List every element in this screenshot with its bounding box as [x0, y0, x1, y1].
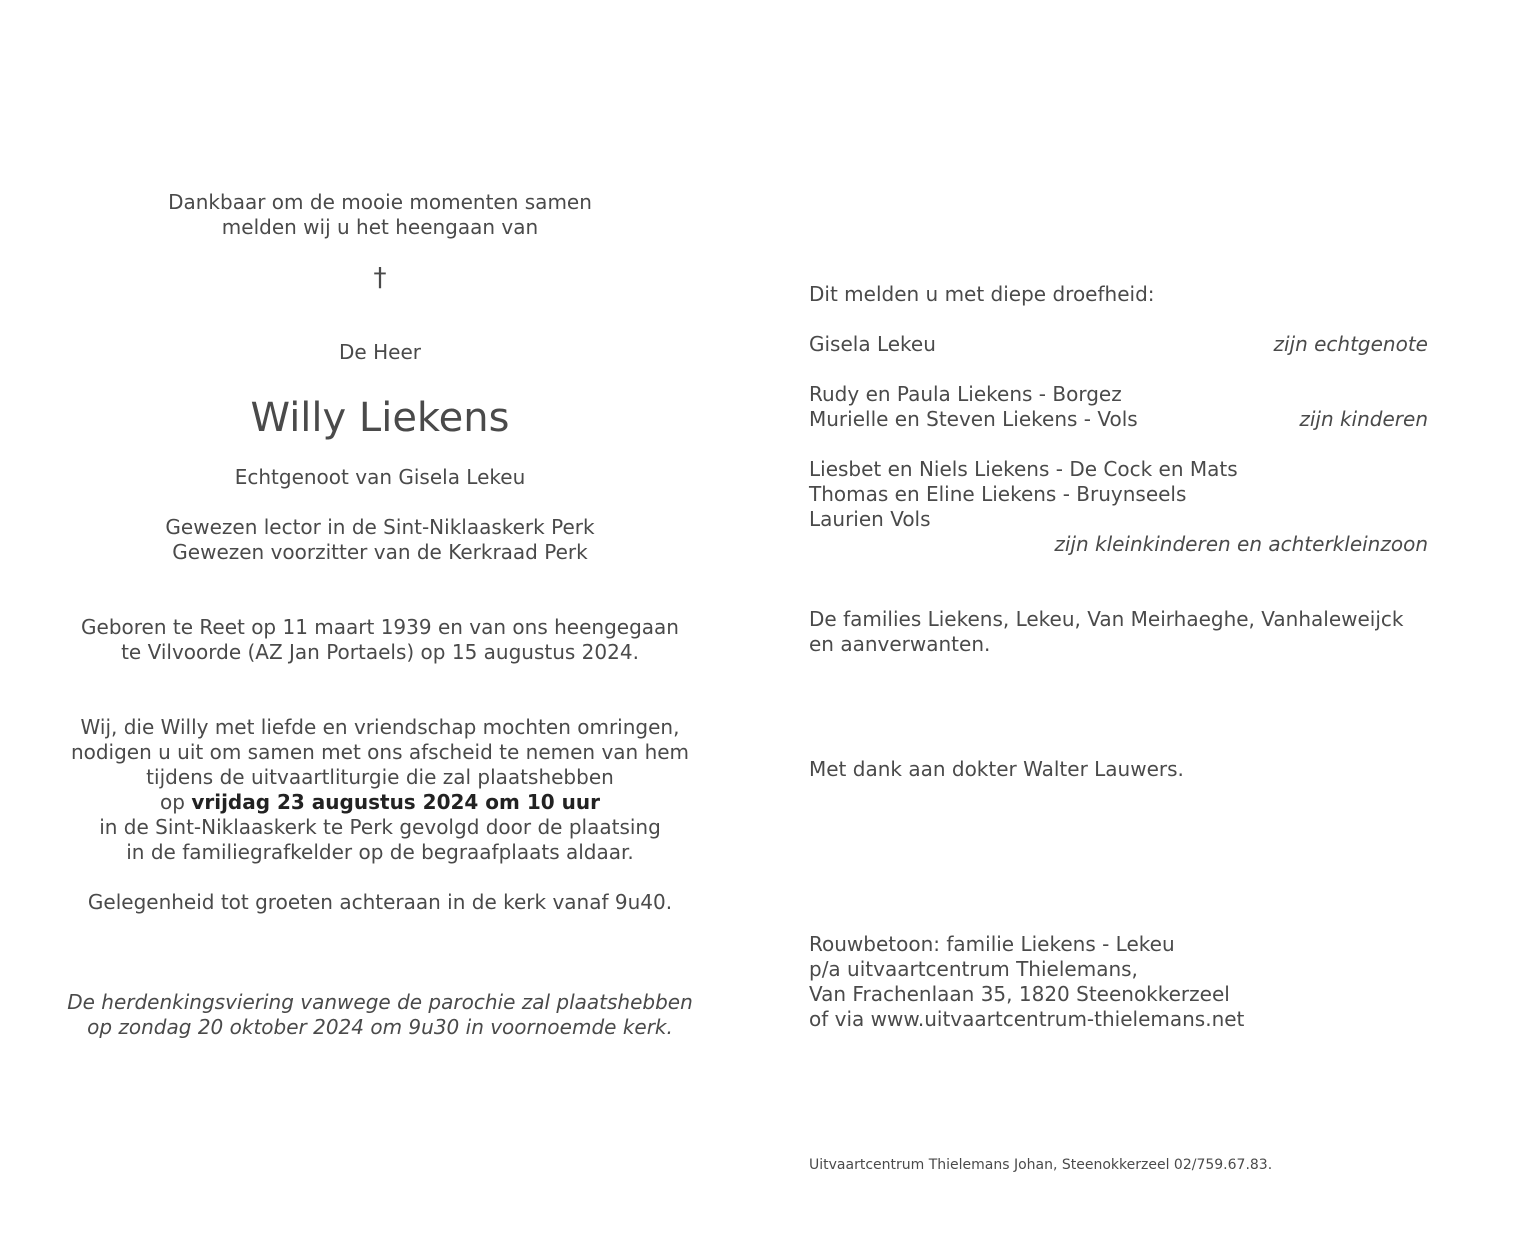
greeting-line: Gelegenheid tot groeten achteraan in de kerk vanaf 9u40. [87, 890, 673, 914]
announcement-heading: Dit melden u met diepe droefheid: [809, 282, 1155, 306]
children-label: zijn kinderen [1299, 407, 1428, 431]
invitation-line-1: Wij, die Willy met liefde en vriendschap mochten omringen, [80, 715, 680, 739]
spouse-name: Gisela Lekeu [809, 332, 936, 356]
cross-icon: † [373, 263, 387, 293]
intro-line-1: Dankbaar om de mooie momenten samen [168, 190, 592, 214]
invitation-line-2: nodigen u uit om samen met ons afscheid te nemen van hem [70, 740, 690, 764]
spouse-line: Echtgenoot van Gisela Lekeu [234, 465, 526, 489]
child-line-1: Rudy en Paula Liekens - Borgez [809, 382, 1122, 406]
condolences [809, 932, 1429, 1032]
roles [55, 515, 705, 565]
funeral-date: vrijdag 23 augustus 2024 om 10 uur [191, 790, 600, 814]
families-line-2: en aanverwanten. [809, 632, 991, 656]
deceased-name: Willy Liekens [250, 395, 510, 441]
grandchild-line-2: Thomas en Eline Liekens - Bruynseels [809, 482, 1187, 506]
intro-line-2: melden wij u het heengaan van [221, 215, 539, 239]
spouse-label: zijn echtgenote [1273, 332, 1428, 356]
birth-death-line-2: te Vilvoorde (AZ Jan Portaels) op 15 augustus 2024. [121, 640, 639, 664]
condolences-line-1: Rouwbetoon: familie Liekens - Lekeu [809, 932, 1175, 956]
memorial-line-1: De herdenkingsviering vanwege de parochie zal plaatshebben [67, 990, 693, 1014]
condolences-line-3: Van Frachenlaan 35, 1820 Steenokkerzeel [809, 982, 1230, 1006]
birth-death-line-1: Geboren te Reet op 11 maart 1939 en van ons heengegaan [81, 615, 679, 639]
condolences-line-2: p/a uitvaartcentrum Thielemans, [809, 957, 1138, 981]
role-line-2: Gewezen voorzitter van de Kerkraad Perk [172, 540, 588, 564]
honorific: De Heer [339, 340, 421, 364]
grandchildren-label: zijn kleinkinderen en achterkleinzoon [1054, 532, 1428, 556]
invitation-date-prefix: op [160, 790, 192, 814]
intro-text [55, 190, 705, 240]
families-line-1: De families Liekens, Lekeu, Van Meirhaeghe, Vanhaleweijck [809, 607, 1404, 631]
invitation-line-3: tijdens de uitvaartliturgie die zal plaatshebben [146, 765, 614, 789]
child-line-2: Murielle en Steven Liekens - Vols [809, 407, 1138, 431]
invitation [55, 715, 705, 865]
grandchild-line-1: Liesbet en Niels Liekens - De Cock en Mats [809, 457, 1238, 481]
footer-credit: Uitvaartcentrum Thielemans Johan, Steenokkerzeel 02/759.67.83. [809, 1157, 1273, 1173]
invitation-line-6: in de familiegrafkelder op de begraafplaats aldaar. [126, 840, 634, 864]
grandchildren [809, 457, 1429, 532]
thanks-line: Met dank aan dokter Walter Lauwers. [809, 757, 1184, 781]
invitation-line-5: in de Sint-Niklaaskerk te Perk gevolgd door de plaatsing [99, 815, 661, 839]
role-line-1: Gewezen lector in de Sint-Niklaaskerk Perk [165, 515, 595, 539]
condolences-line-4: of via www.uitvaartcentrum-thielemans.net [809, 1007, 1245, 1031]
memorial-line-2: op zondag 20 oktober 2024 om 9u30 in voornoemde kerk. [87, 1015, 673, 1039]
birth-death [55, 615, 705, 665]
grandchild-line-3: Laurien Vols [809, 507, 931, 531]
invitation-line-4 [55, 790, 705, 815]
memorial [55, 990, 705, 1040]
families [809, 607, 1429, 657]
